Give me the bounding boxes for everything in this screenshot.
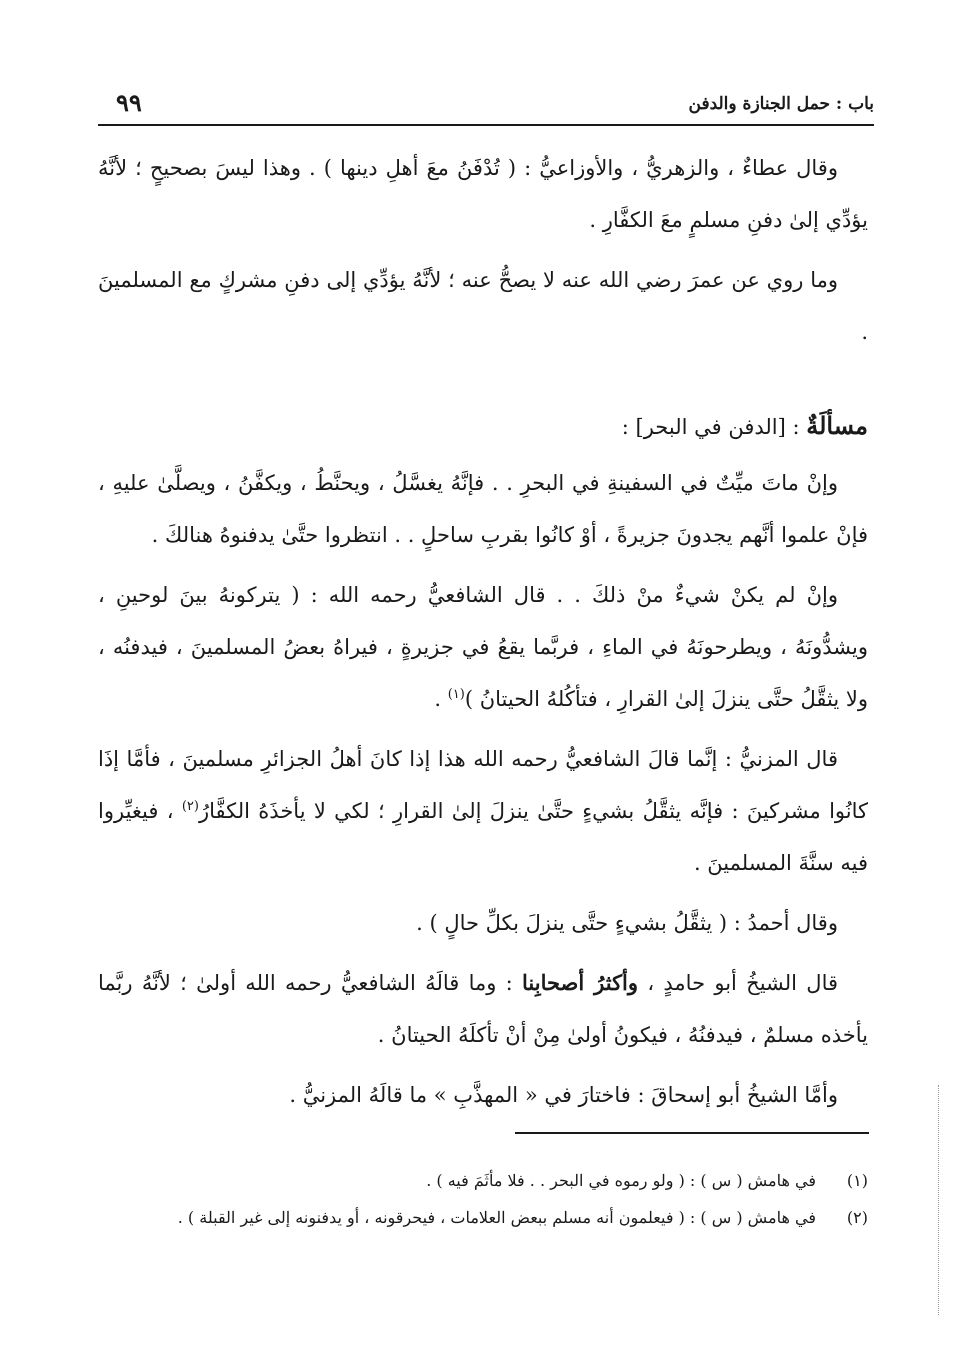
- footnote: [98, 1202, 868, 1233]
- footnote-ref[interactable]: (٢): [181, 799, 199, 814]
- paragraph-text: قال المزنيُّ : إنَّما قالَ الشافعيُّ رحمه الله هذا إذا كانَ أهلُ الجزائرِ مسلمينَ ، فأمَّا إذَا كانُوا مشركينَ : فإنَّه يثقَّلُ بشيءٍ حتَّىٰ ينزلَ إلىٰ القرارِ ؛ لكي لا يأخذَهُ الكفَّارُ: [98, 747, 868, 823]
- paragraph: وإنْ ماتَ ميِّتٌ في السفينةِ في البحرِ . . فإنَّهُ يغسَّلُ ، ويحنَّطُ ، ويكفَّنُ ، ويصلَّىٰ عليهِ ، فإنْ علموا أنَّهم يجدونَ جزيرةً ، أوْ كانُوا بقربِ ساحلٍ . . انتظروا حتَّىٰ يدفنوهُ هنالكَ .: [98, 471, 868, 547]
- page-number: ٩٩: [116, 88, 142, 117]
- paragraph-text: قال الشيخُ أبو حامدٍ ،: [638, 971, 839, 995]
- paragraph-text-end: : وما قالَهُ الشافعيُّ رحمه الله أولىٰ ؛ لأنَّهُ ربَّما يأخذه مسلمٌ ، فيدفنُهُ ، فيكونُ أولىٰ مِنْ أنْ تأكلَهُ الحيتانُ .: [98, 971, 868, 1047]
- main-text: [98, 142, 868, 1129]
- paragraph: [98, 957, 868, 1061]
- footnote-text: في هامش ( س ) : ( فيعلمون أنه مسلم ببعض العلامات ، فيحرقونه ، أو يدفنونه إلى غير القبلة ) .: [177, 1208, 816, 1227]
- footnote-number: (١): [846, 1171, 868, 1190]
- footnote-ref[interactable]: (١): [447, 687, 465, 702]
- section-heading: [98, 400, 868, 453]
- paragraph: وأمَّا الشيخُ أبو إسحاقَ : فاختارَ في « المهذَّبِ » ما قالَهُ المزنيُّ .: [289, 1083, 838, 1107]
- footnote: [98, 1165, 868, 1196]
- heading-title: : [الدفن في البحر] :: [621, 415, 807, 439]
- footnotes: [98, 1165, 868, 1239]
- paragraph: وقال أحمدُ : ( يثقَّلُ بشيءٍ حتَّى ينزلَ بكلِّ حالٍ ) .: [416, 911, 838, 935]
- paragraph: وما روي عن عمرَ رضي الله عنه لا يصحُّ عنه ؛ لأنَّهُ يؤدِّي إلى دفنِ مشركٍ مع المسلمينَ .: [98, 268, 868, 344]
- heading-keyword: مسألَةٌ: [806, 411, 868, 440]
- bold-phrase: وأكثرُ أصحابِنا: [522, 970, 639, 995]
- paragraph: [98, 569, 868, 725]
- paragraph-text-end: .: [434, 687, 448, 711]
- paragraph: [98, 733, 868, 889]
- paragraph: وقال عطاءٌ ، والزهريُّ ، والأوزاعيُّ : ( تُدْفَنُ معَ أهلِ دينها ) . وهذا ليسَ بصحيحٍ ؛ لأنَّهُ يؤدِّي إلىٰ دفنِ مسلمٍ معَ الكفَّارِ .: [98, 156, 868, 232]
- page-header: [98, 82, 874, 126]
- footnote-number: (٢): [846, 1208, 868, 1227]
- scan-margin-mark: [938, 1085, 939, 1315]
- chapter-title: باب : حمل الجنازة والدفن: [688, 94, 874, 114]
- paragraph-text: وإنْ لم يكنْ شيءٌ منْ ذلكَ . . قال الشافعيُّ رحمه الله : ( يتركونهُ بينَ لوحينِ ، ويشدُّونَهُ ، ويطرحونَهُ في الماءِ ، فربَّما يقعُ في جزيرةٍ ، فيراهُ بعضُ المسلمينَ ، فيدفنُه ، ولا يثقَّلُ حتَّى ينزلَ إلىٰ القرارِ ، فتأكُلهُ الحيتانُ ): [98, 583, 868, 711]
- footnote-divider: [515, 1132, 869, 1134]
- footnote-text: في هامش ( س ) : ( ولو رموه في البحر . . فلا مأثَمَ فيه ) .: [426, 1171, 816, 1190]
- paragraph-text-end: ، فيغيِّروا فيه سنَّةَ المسلمينَ .: [98, 799, 868, 875]
